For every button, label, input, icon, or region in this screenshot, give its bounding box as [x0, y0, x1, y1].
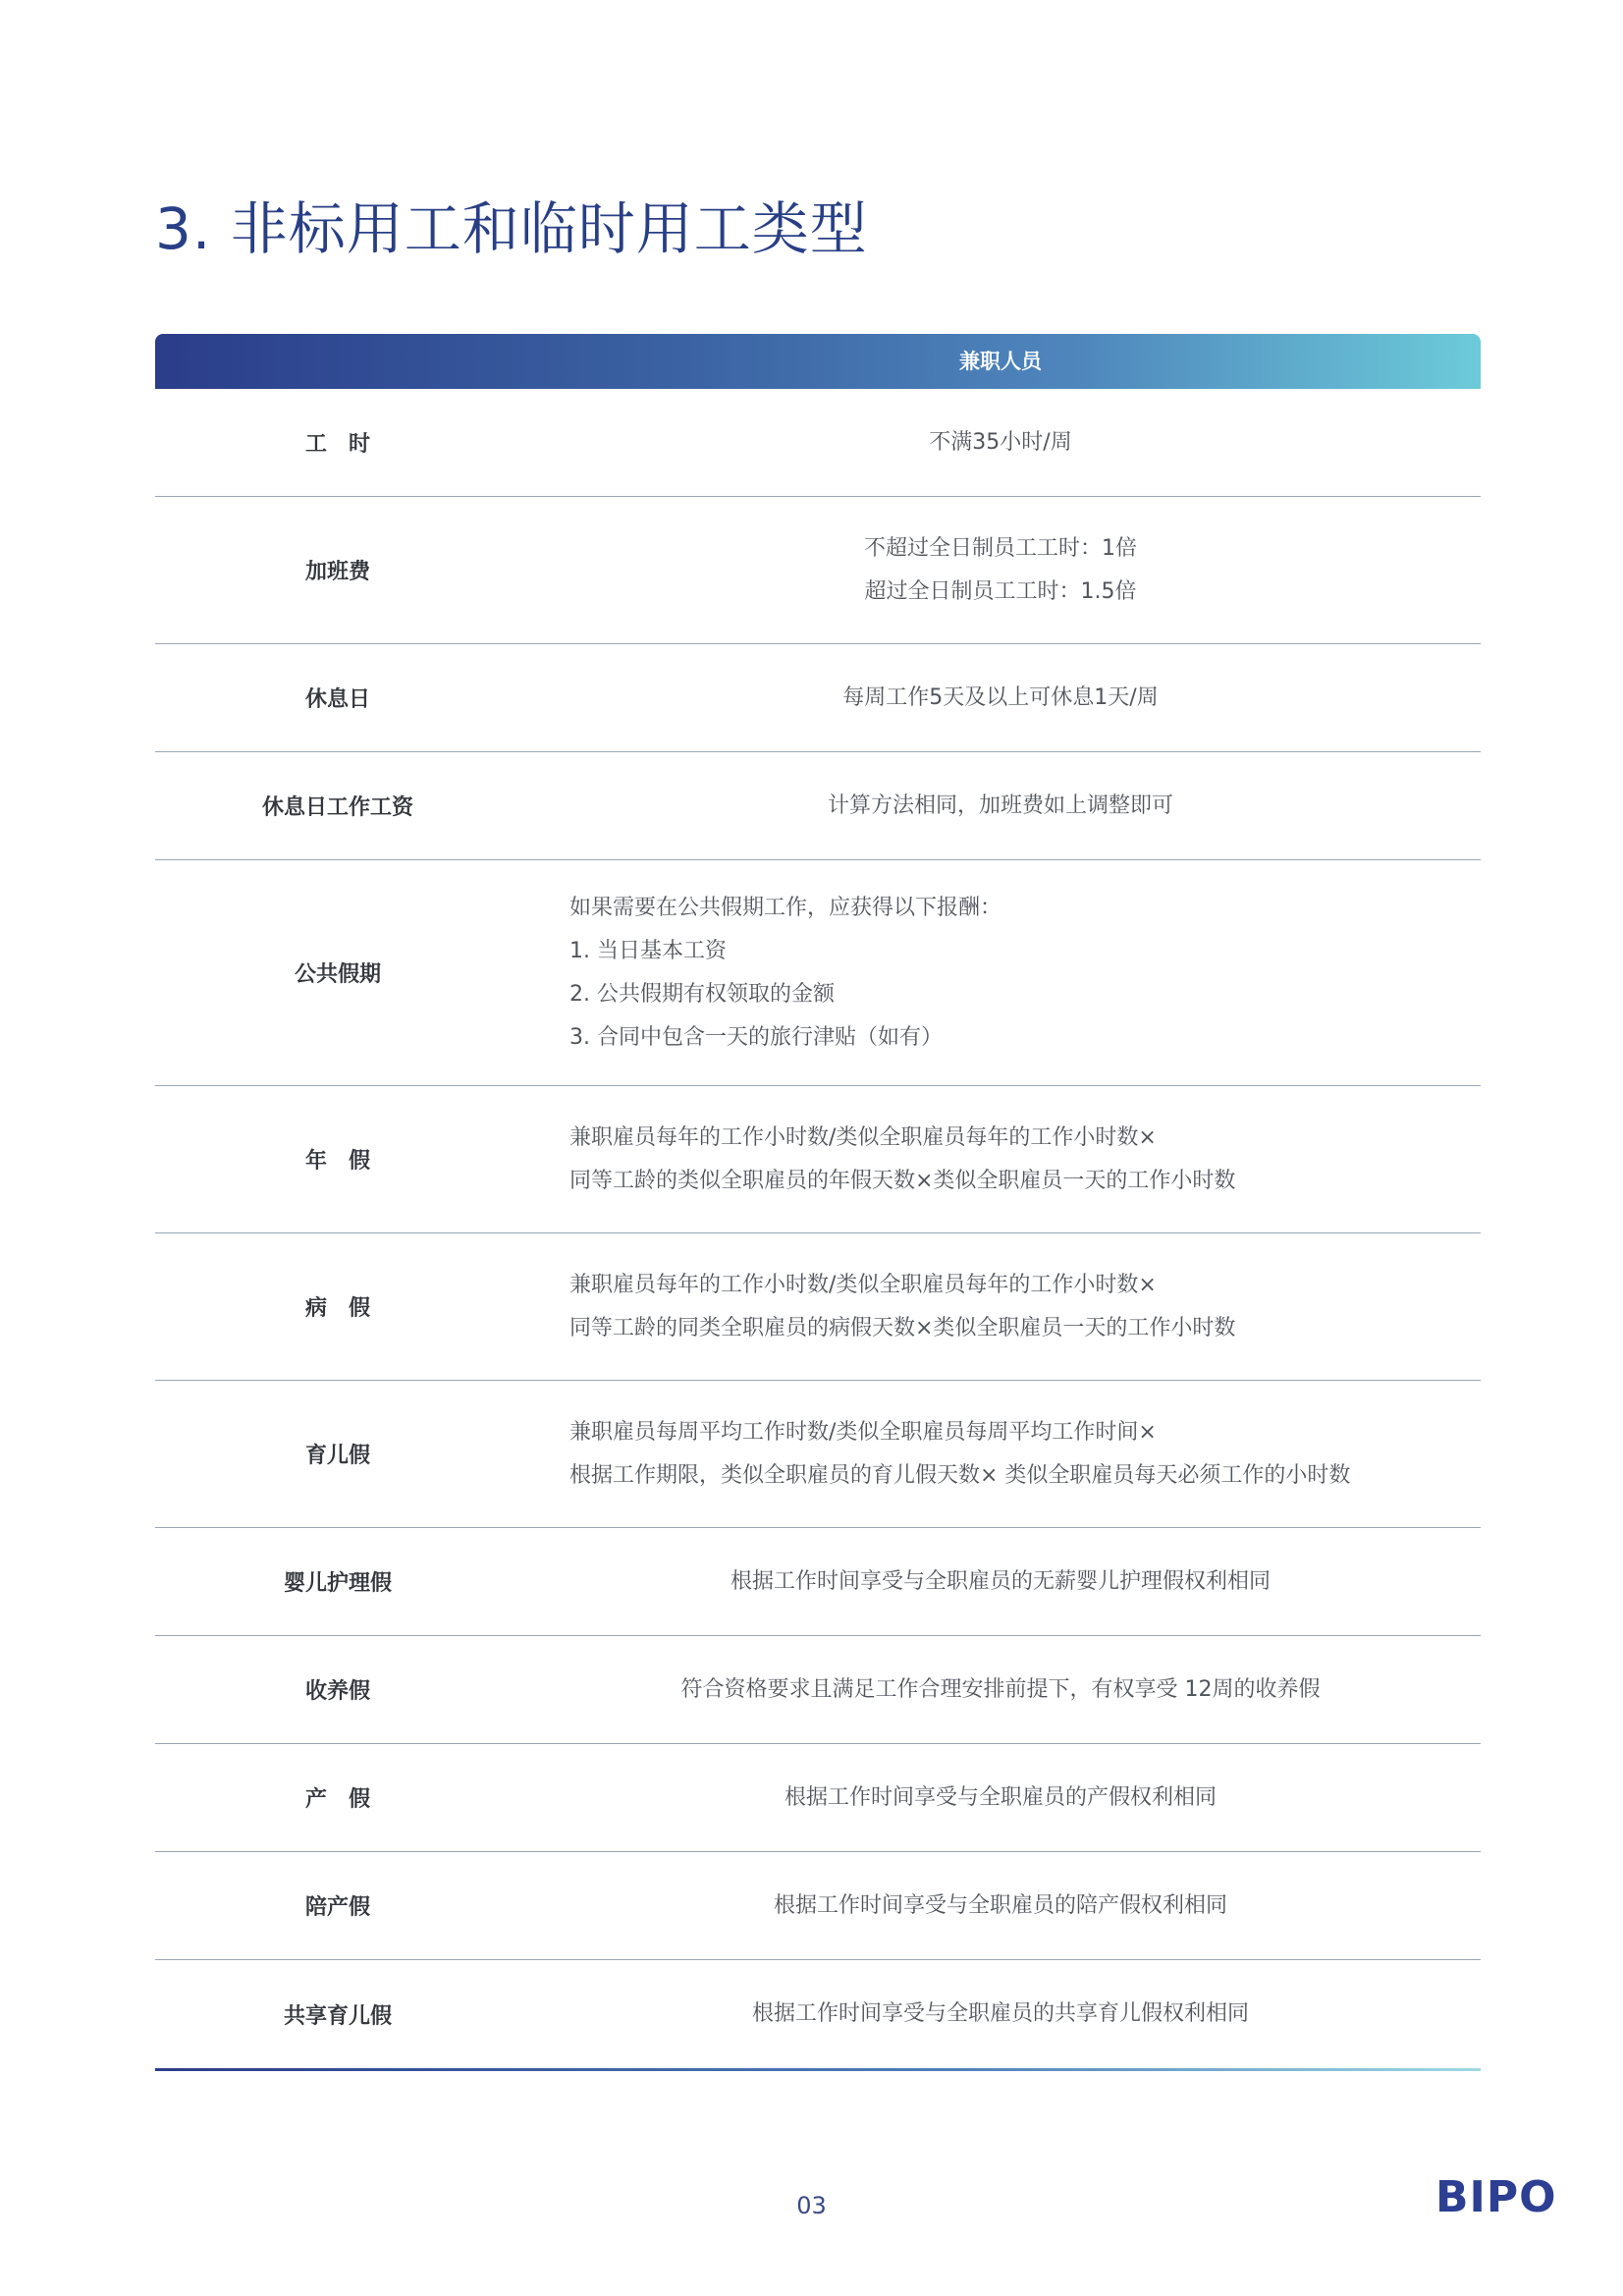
- row-value-line: 根据工作时间享受与全职雇员的产假权利相同: [784, 1784, 1217, 1810]
- table-header-label: 兼职人员: [959, 350, 1042, 373]
- row-value-line: 每周工作5天及以上可休息1天/周: [842, 684, 1159, 710]
- row-value-line: 根据工作期限，类似全职雇员的育儿假天数× 类似全职雇员每天必须工作的小时数: [569, 1462, 1351, 1488]
- table-row: [155, 752, 1481, 860]
- row-value-line: 超过全日制员工工时：1.5倍: [864, 578, 1137, 604]
- row-label: 工 时: [304, 432, 370, 457]
- row-value-line: 兼职雇员每年的工作小时数/类似全职雇员每年的工作小时数×: [569, 1272, 1157, 1297]
- table-body: [155, 389, 1481, 2068]
- row-value-line: 根据工作时间享受与全职雇员的共享育儿假权利相同: [751, 2001, 1249, 2026]
- table-row: [155, 644, 1481, 752]
- row-value: [520, 1885, 1481, 1928]
- row-label: 年 假: [304, 1149, 370, 1174]
- row-value: [520, 1777, 1481, 1820]
- row-value-line: 2. 公共假期有权领取的金额: [569, 981, 835, 1007]
- row-value-line: 计算方法相同，加班费如上调整即可: [827, 793, 1173, 818]
- row-label: 育儿假: [304, 1444, 370, 1468]
- table-row: [155, 1381, 1481, 1528]
- row-value: [520, 1117, 1481, 1203]
- row-value: [520, 1264, 1481, 1350]
- table-bottom-rule: [155, 2068, 1481, 2071]
- row-value-line: 同等工龄的类似全职雇员的年假天数×类似全职雇员一天的工作小时数: [569, 1168, 1236, 1193]
- row-value-line: 如果需要在公共假期工作，应获得以下报酬：: [569, 895, 1002, 920]
- table-row: [155, 860, 1481, 1086]
- row-value-line: 根据工作时间享受与全职雇员的无薪婴儿护理假权利相同: [730, 1568, 1271, 1594]
- page-title: 3. 非标用工和临时用工类型: [155, 195, 868, 262]
- row-value-line: 兼职雇员每周平均工作时数/类似全职雇员每周平均工作时间×: [569, 1419, 1157, 1445]
- page-number: 03: [796, 2192, 827, 2219]
- row-value: [520, 1560, 1481, 1604]
- table-row: [155, 1636, 1481, 1744]
- row-value: [520, 887, 1481, 1060]
- row-value: [520, 1668, 1481, 1712]
- row-label: 公共假期: [294, 962, 381, 987]
- row-value-line: 不满35小时/周: [929, 429, 1072, 455]
- table-row: [155, 1086, 1481, 1233]
- row-value: [520, 1411, 1481, 1498]
- table-row: [155, 1233, 1481, 1381]
- row-label: 陪产假: [304, 1895, 370, 1920]
- row-label: 加班费: [304, 560, 370, 584]
- row-value-line: 同等工龄的同类全职雇员的病假天数×类似全职雇员一天的工作小时数: [569, 1315, 1236, 1340]
- row-value-line: 根据工作时间享受与全职雇员的陪产假权利相同: [773, 1892, 1227, 1918]
- row-label: 休息日工作工资: [261, 795, 413, 820]
- bipo-logo: BIPO: [1435, 2172, 1557, 2222]
- row-value: [520, 677, 1481, 720]
- row-label: 休息日: [304, 687, 370, 712]
- row-value: [520, 1993, 1481, 2036]
- table-header: [155, 334, 1481, 389]
- row-label: 婴儿护理假: [283, 1571, 392, 1596]
- table-row: [155, 1852, 1481, 1960]
- row-value: [520, 421, 1481, 465]
- row-value-line: 符合资格要求且满足工作合理安排前提下，有权享受 12周的收养假: [680, 1676, 1321, 1702]
- row-label: 病 假: [304, 1296, 370, 1321]
- row-value-line: 3. 合同中包含一天的旅行津贴（如有）: [569, 1024, 943, 1050]
- row-value: [520, 785, 1481, 828]
- table-row: [155, 389, 1481, 497]
- row-label: 收养假: [304, 1679, 370, 1704]
- part-time-staff-table: [155, 334, 1481, 2071]
- table-row: [155, 1960, 1481, 2068]
- table-row: [155, 497, 1481, 644]
- row-label: 产 假: [304, 1787, 370, 1812]
- row-value-line: 不超过全日制员工工时：1倍: [864, 535, 1137, 561]
- table-row: [155, 1744, 1481, 1852]
- table-row: [155, 1528, 1481, 1636]
- row-value-line: 1. 当日基本工资: [569, 938, 727, 963]
- row-value: [520, 527, 1481, 614]
- row-label: 共享育儿假: [283, 2003, 392, 2029]
- row-value-line: 兼职雇员每年的工作小时数/类似全职雇员每年的工作小时数×: [569, 1124, 1157, 1150]
